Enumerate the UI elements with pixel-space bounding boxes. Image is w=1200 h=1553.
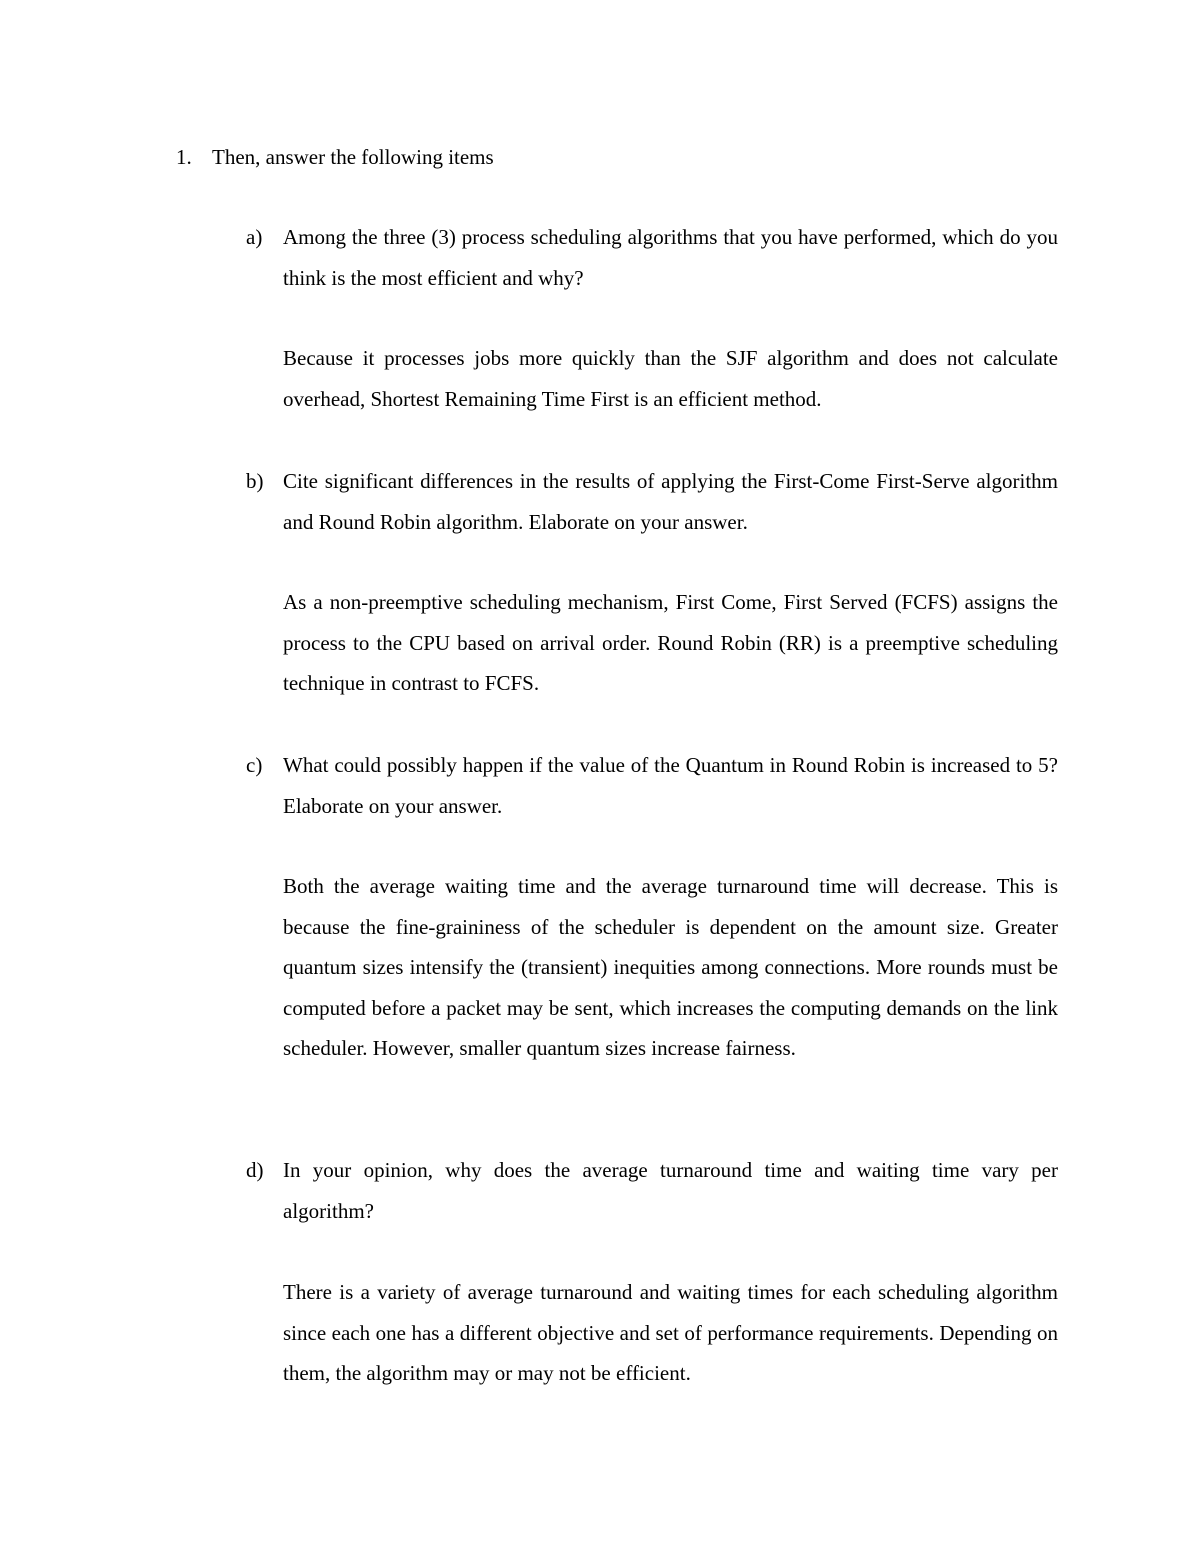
- answer-c: Both the average waiting time and the average turnaround time will decrease. This is because the fine-graininess of the scheduler is dependent on the amount size. Greater quantum sizes intensify the (transient) inequities among connections. More rounds must be computed before a packet may be sent, which increases the computing demands on the link scheduler. However, smaller quantum sizes increase fairness.: [283, 874, 1058, 1060]
- question-a-text: Among the three (3) process scheduling algorithms that you have performed, which do you think is the most efficient and why?: [283, 225, 1058, 290]
- question-d-text: In your opinion, why does the average turnaround time and waiting time vary per algorithm?: [283, 1158, 1058, 1223]
- question-c-letter: c): [246, 753, 263, 777]
- question-d-letter: d): [246, 1158, 264, 1182]
- answer-b: As a non-preemptive scheduling mechanism, First Come, First Served (FCFS) assigns the process to the CPU based on arrival order. Round Robin (RR) is a preemptive scheduling technique in contrast to FCFS.: [283, 590, 1058, 695]
- question-b-text: Cite significant differences in the results of applying the First-Come First-Serve algorithm and Round Robin algorithm. Elaborate on your answer.: [283, 469, 1058, 534]
- main-item: [176, 140, 494, 174]
- question-a: [246, 217, 1058, 298]
- question-b-letter: b): [246, 469, 264, 493]
- main-item-number: 1.: [176, 145, 192, 169]
- question-a-letter: a): [246, 225, 263, 249]
- question-d: [246, 1150, 1058, 1231]
- question-c: [246, 745, 1058, 826]
- question-c-text: What could possibly happen if the value of the Quantum in Round Robin is increased to 5? Elaborate on your answer.: [283, 753, 1058, 818]
- answer-a: Because it processes jobs more quickly than the SJF algorithm and does not calculate overhead, Shortest Remaining Time First is an efficient method.: [283, 346, 1058, 411]
- answer-d: There is a variety of average turnaround and waiting times for each scheduling algorithm since each one has a different objective and set of performance requirements. Depending on them, the algorithm may or may not be efficient.: [283, 1280, 1058, 1385]
- main-item-text: Then, answer the following items: [212, 145, 494, 169]
- question-b: [246, 461, 1058, 542]
